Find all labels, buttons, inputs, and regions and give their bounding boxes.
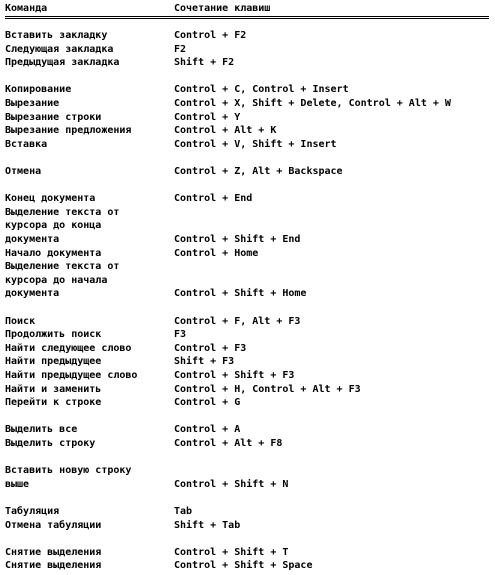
command-label: Выделение текста от [5,261,120,273]
table-row [5,56,495,70]
shortcut-keys: Control + A [174,424,241,436]
command-label: Снятие выделения [5,560,102,572]
shortcut-keys: Shift + Tab [174,519,241,531]
table-row [5,383,495,397]
command-label: Найти следующее слово [5,342,132,354]
shortcut-keys: Control + H, Control + Alt + F3 [174,383,361,395]
shortcut-keys: F2 [174,43,187,55]
command-label: выше [5,478,30,490]
command-label: Вырезание строки [5,111,102,123]
shortcut-keys: Control + Shift + End [174,234,301,245]
table-row [5,287,495,301]
table-row [5,559,495,573]
shortcut-keys: Control + X, Shift + Delete, Control + Alt + W [174,98,451,109]
table-row [5,355,495,369]
table-row [5,423,495,437]
shortcut-keys: Control + F, Alt + F3 [174,315,301,327]
command-label: Вставка [5,138,48,150]
table-row [5,437,495,451]
command-label: курсора до начала [5,274,108,286]
header-row [5,2,495,16]
shortcut-keys: Control + End [174,193,253,205]
table-row [5,43,495,57]
shortcut-keys: Control + V, Shift + Insert [174,138,337,150]
command-label: Вырезание предложения [5,125,132,137]
table-row [5,396,495,410]
table-row [5,165,495,179]
command-label: Найти предыдущее [5,356,102,368]
command-label: Выделение текста от [5,206,120,218]
shortcut-keys: Control + Shift + N [174,478,289,490]
table-row [5,260,495,274]
command-label: Предыдущая закладка [5,57,120,69]
table-row [5,342,495,356]
table-row [5,505,495,519]
shortcut-keys: Control + Alt + F8 [174,438,283,449]
command-label: Выделить все [5,424,78,436]
shortcut-keys: Shift + F3 [174,356,235,368]
table-row [5,328,495,342]
shortcut-keys: Control + Shift + F3 [174,370,295,381]
table-row [5,111,495,125]
command-label: Вырезание [5,98,60,109]
shortcut-keys: Control + Home [174,247,259,259]
shortcut-keys: Control + Shift + Home [174,288,307,300]
command-label: Табуляция [5,506,60,517]
table-row [5,274,495,288]
command-label: Отмена [5,166,42,177]
header-keys: Сочетание клавиш [174,3,271,14]
command-label: документа [5,234,60,245]
table-row [5,138,495,152]
table-row [5,192,495,206]
header-divider [5,16,489,19]
command-label: Поиск [5,315,36,327]
command-label: курсора до конца [5,220,102,232]
shortcut-keys: Control + F2 [174,30,247,41]
table-row [5,29,495,43]
table-row [5,233,495,247]
command-label: Копирование [5,84,72,96]
command-label: Отмена табуляции [5,519,102,531]
shortcut-keys: Control + Z, Alt + Backspace [174,166,343,177]
table-row [5,83,495,97]
table-row [5,369,495,383]
shortcut-keys: Control + Shift + T [174,546,289,558]
table-row [5,124,495,138]
table-row [5,464,495,478]
shortcut-keys: Control + G [174,397,241,409]
shortcut-keys: Control + Alt + K [174,125,277,137]
shortcut-keys: F3 [174,329,187,341]
command-label: Перейти к строке [5,397,102,409]
command-label: Найти предыдущее слово [5,370,138,381]
shortcut-keys: Control + F3 [174,342,247,354]
header-command: Команда [5,3,48,14]
command-label: Выделить строку [5,438,96,449]
command-label: Начало документа [5,247,102,259]
command-label: Найти и заменить [5,383,102,395]
command-label: Конец документа [5,193,96,205]
command-label: Снятие выделения [5,546,102,558]
table-row [5,247,495,261]
command-label: Продолжить поиск [5,329,102,341]
shortcut-keys: Tab [174,506,193,517]
table-row [5,206,495,220]
table-row [5,97,495,111]
table-row [5,315,495,329]
shortcut-keys: Control + C, Control + Insert [174,84,349,96]
table-row [5,546,495,560]
shortcut-keys: Control + Y [174,111,241,123]
table-row [5,219,495,233]
shortcut-keys: Shift + F2 [174,57,235,69]
table-row [5,478,495,492]
table-row [5,519,495,533]
command-label: документа [5,288,60,300]
command-label: Вставить закладку [5,30,108,41]
command-label: Следующая закладка [5,43,114,55]
command-label: Вставить новую строку [5,465,132,477]
shortcut-keys: Control + Shift + Space [174,560,313,572]
